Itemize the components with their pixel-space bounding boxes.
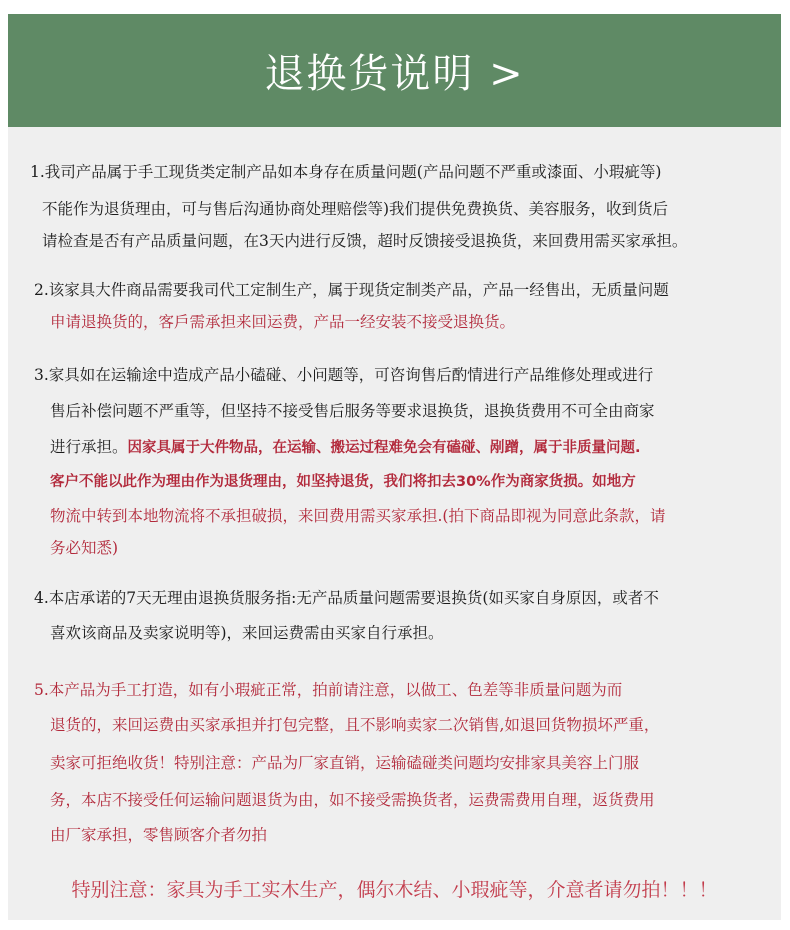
- item-1-line-2: 不能作为退货理由，可与售后沟通协商处理赔偿等)我们提供免费换货、美容服务，收到货后: [42, 200, 669, 218]
- item-2-line-1: 2.该家具大件商品需要我司代工定制生产，属于现货定制类产品，产品一经售出，无质量问题: [34, 281, 669, 299]
- item-1-line-3: 请检查是否有产品质量问题，在3天内进行反馈，超时反馈接受退换货，来回费用需买家承担。: [42, 232, 688, 250]
- item-3-line-4: 客户不能以此作为理由作为退货理由，如坚持退货，我们将扣去30%作为商家货损。如地方: [50, 474, 636, 490]
- return-policy-card: [8, 14, 781, 920]
- item-5-line-4: 务，本店不接受任何运输问题退货为由，如不接受需换货者，运费需费用自理，返货费用: [50, 791, 655, 809]
- item-3-line-3: [50, 437, 641, 458]
- item-4-line-1: 4.本店承诺的7天无理由退换货服务指:无产品质量问题需要退换货(如买家自身原因，或者不: [34, 589, 659, 607]
- item-4-line-2: 喜欢该商品及卖家说明等)，来回运费需由买家自行承担。: [50, 624, 444, 642]
- item-5-line-3: 卖家可拒绝收货！特别注意：产品为厂家直销，运输磕碰类问题均安排家具美容上门服: [50, 754, 640, 772]
- item-2-line-2: 申请退换货的，客戶需承担来回运费，产品一经安装不接受退换货。: [50, 313, 516, 331]
- item-1-line-1: 1.我司产品属于手工现货类定制产品如本身存在质量问题(产品问题不严重或漆面、小瑕疵等): [30, 163, 662, 181]
- item-5-line-1: 5.本产品为手工打造，如有小瑕疵正常，拍前请注意，以做工、色差等非质量问题为而: [34, 681, 623, 699]
- header-banner[interactable]: [8, 14, 781, 127]
- page-title: 退换货说明 >: [264, 51, 525, 97]
- item-3-line-5: 物流中转到本地物流将不承担破损，来回费用需买家承担.(拍下商品即视为同意此条款，请: [50, 507, 666, 525]
- item-5-line-5: 由厂家承担，零售顾客介者勿拍: [50, 826, 268, 844]
- item-5-line-2: 退货的，来回运费由买家承担并打包完整，且不影响卖家二次销售,如退回货物损坏严重，: [50, 716, 660, 734]
- special-notice: 特别注意：家具为手工实木生产，偶尔木结、小瑕疵等，介意者请勿拍！！！: [71, 879, 718, 901]
- item-3-line-1: 3.家具如在运输途中造成产品小磕碰、小问题等，可咨询售后酌情进行产品维修处理或进行: [34, 366, 654, 384]
- item-3-line-6: 务必知悉): [50, 539, 119, 557]
- item-3-line-2: 售后补偿问题不严重等，但坚持不接受售后服务等要求退换货，退换货费用不可全由商家: [50, 402, 655, 420]
- item-3-line-3-part-1: 进行承担。: [50, 438, 128, 456]
- item-3-line-3-part-2: 因家具属于大件物品，在运输、搬运过程难免会有磕碰、剐蹭，属于非质量问题.: [127, 440, 641, 456]
